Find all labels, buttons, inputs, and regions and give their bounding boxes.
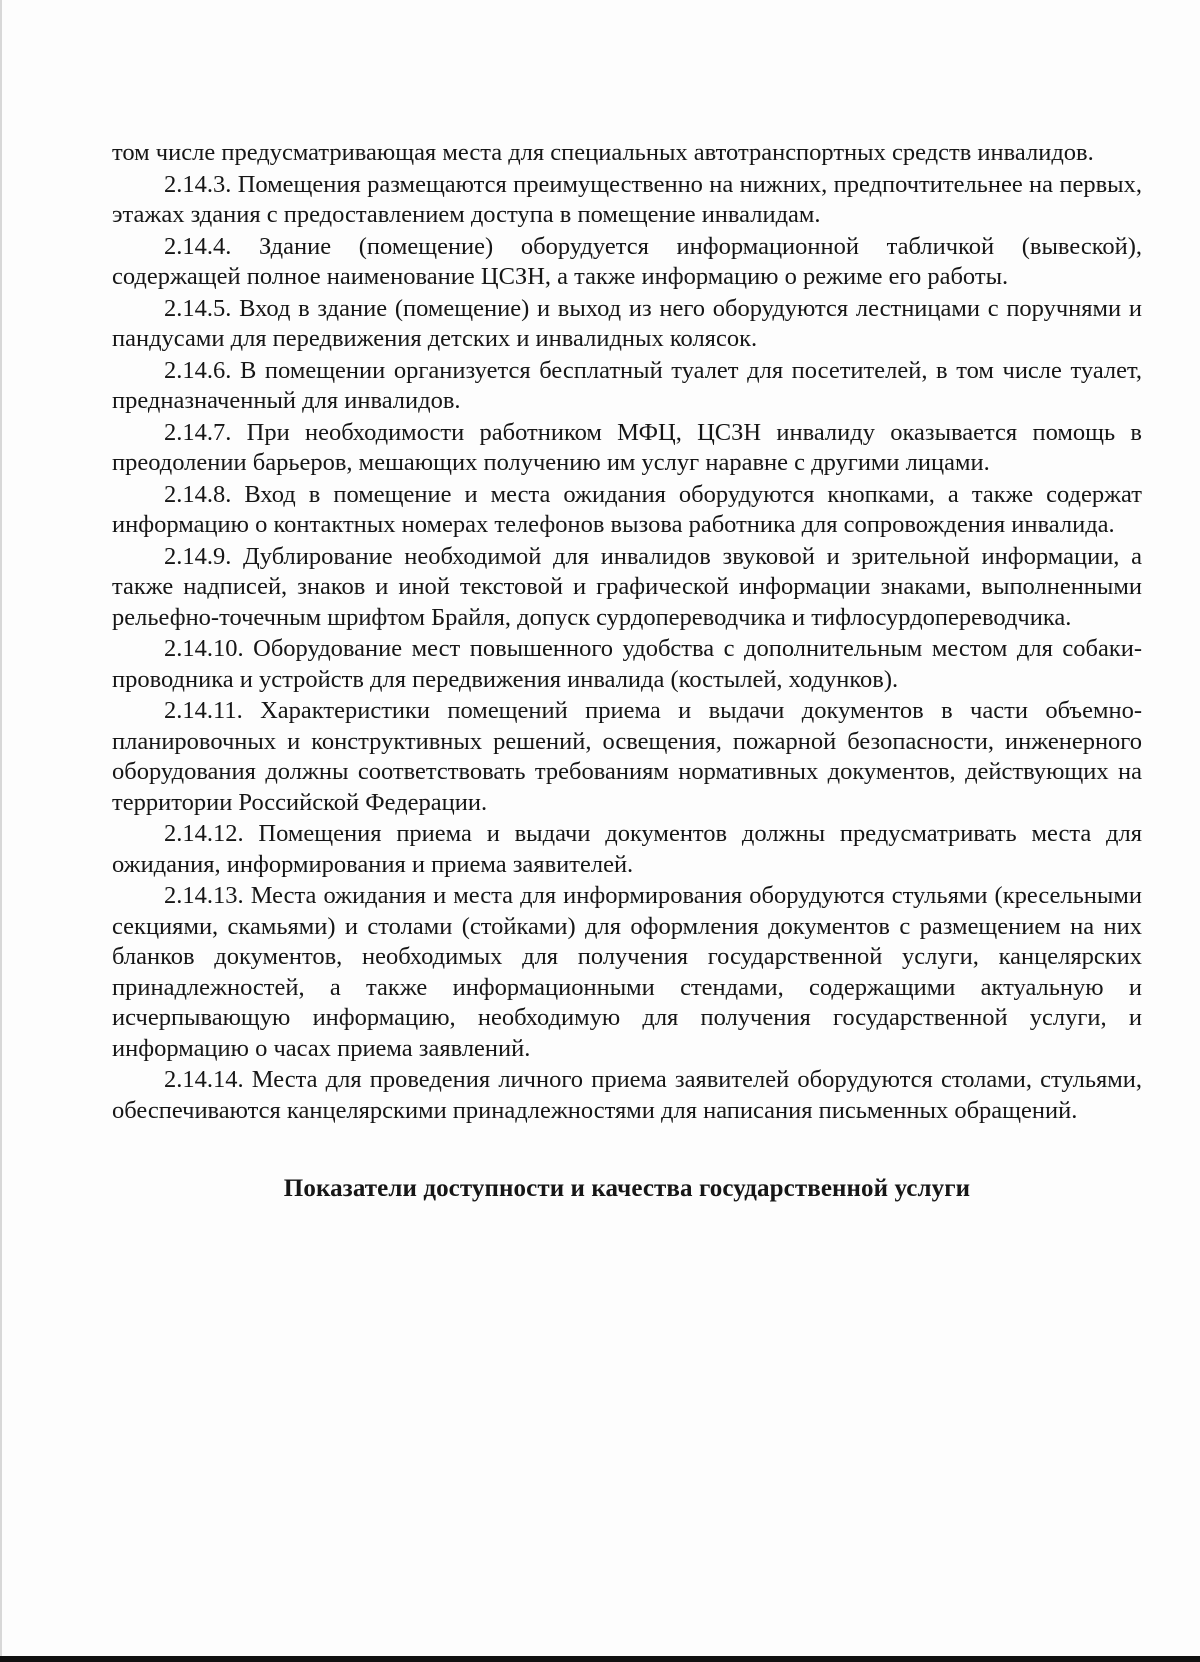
paragraph-2-14-6: 2.14.6. В помещении организуется бесплатный туалет для посетителей, в том числе туалет, предназначенный для инвалидов. [112,356,1142,414]
document-body [112,138,1142,1205]
paragraph-2-14-11: 2.14.11. Характеристики помещений приема и выдачи документов в части объемно-планировочных и конструктивных решений, освещения, пожарной безопасности, инженерного оборудования должны соответствовать требованиям нормативных документов, действующих на территории Российской Федерации. [112,697,1142,816]
paragraph-2-14-13: 2.14.13. Места ожидания и места для информирования оборудуются стульями (кресельными секциями, скамьями) и столами (стойками) для оформления документов с размещением на них бланков документов, необходимых для получения государственной услуги, канцелярских принадлежностей, а также информационными стендами, содержащими актуальную и исчерпывающую информацию, необходимую для получения государственной услуги, и информацию о часах приема заявлений. [112,882,1142,1062]
paragraph-2-14-7: 2.14.7. При необходимости работником МФЦ, ЦСЗН инвалиду оказывается помощь в преодолении барьеров, мешающих получению им услуг наравне с другими лицами. [112,418,1142,476]
section-heading: Показатели доступности и качества государственной услуги [283,1175,971,1202]
paragraph-2-14-10: 2.14.10. Оборудование мест повышенного удобства с дополнительным местом для собаки-проводника и устройств для передвижения инвалида (костылей, ходунков). [112,635,1142,693]
scan-left-edge [0,0,2,1662]
paragraph-2-14-12: 2.14.12. Помещения приема и выдачи документов должны предусматривать места для ожидания, информирования и приема заявителей. [112,820,1142,878]
paragraph-2-14-5: 2.14.5. Вход в здание (помещение) и выход из него оборудуются лестницами с поручнями и пандусами для передвижения детских и инвалидных колясок. [112,294,1142,352]
paragraph-2-14-9: 2.14.9. Дублирование необходимой для инвалидов звуковой и зрительной информации, а также надписей, знаков и иной текстовой и графической информации знаками, выполненными рельефно-точечным шрифтом Брайля, допуск сурдопереводчика и тифлосурдопереводчика. [112,542,1142,631]
continuation-paragraph: том числе предусматривающая места для специальных автотранспортных средств инвалидов. [112,139,1094,166]
scan-bottom-edge [0,1656,1200,1662]
paragraph-2-14-3: 2.14.3. Помещения размещаются преимущественно на нижних, предпочтительнее на первых, этажах здания с предоставлением доступа в помещение инвалидам. [112,170,1142,228]
paragraph-2-14-4: 2.14.4. Здание (помещение) оборудуется информационной табличкой (вывеской), содержащей полное наименование ЦСЗН, а также информацию о режиме его работы. [112,232,1142,290]
paragraph-2-14-14: 2.14.14. Места для проведения личного приема заявителей оборудуются столами, стульями, обеспечиваются канцелярскими принадлежностями для написания письменных обращений. [112,1066,1142,1124]
paragraph-2-14-8: 2.14.8. Вход в помещение и места ожидания оборудуются кнопками, а также содержат информацию о контактных номерах телефонов вызова работника для сопровождения инвалида. [112,480,1142,538]
